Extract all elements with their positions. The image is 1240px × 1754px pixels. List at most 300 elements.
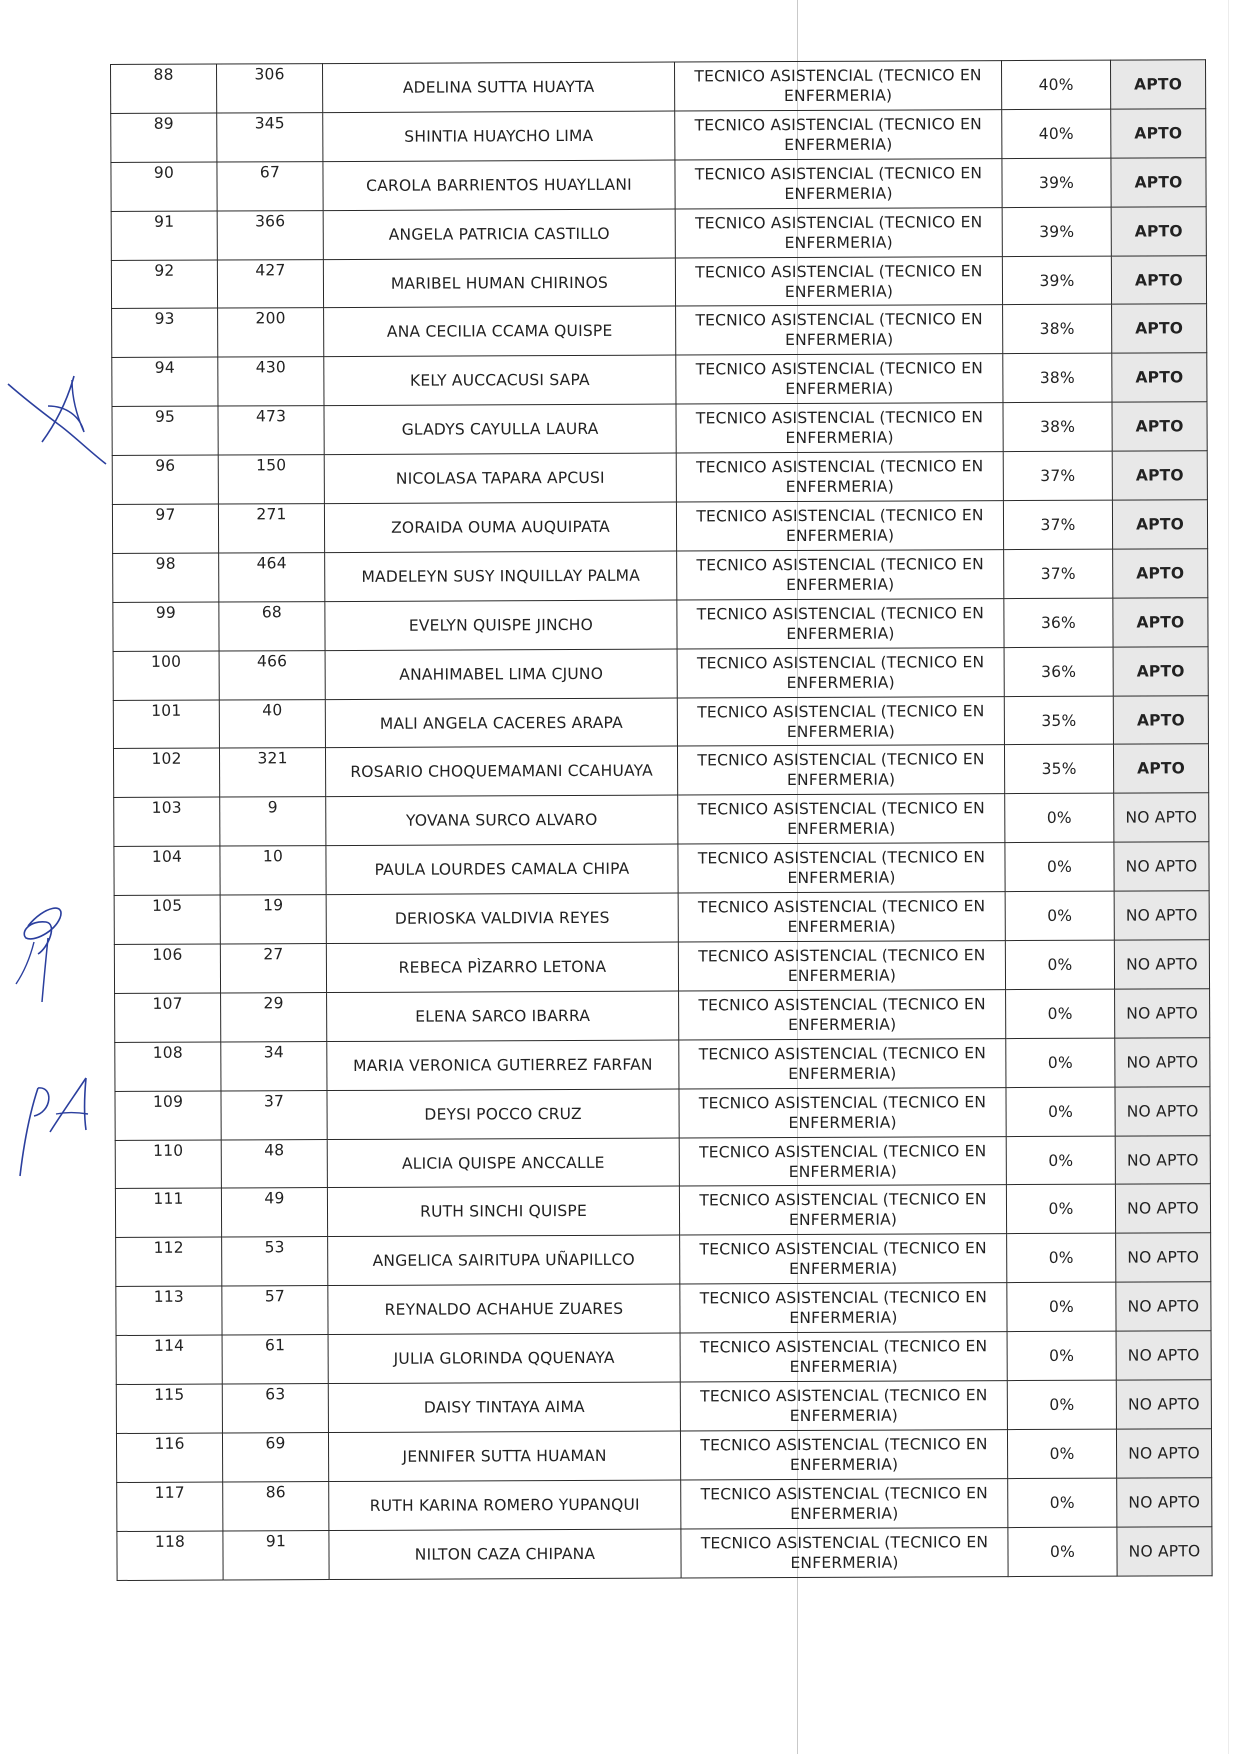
- result-label: NO APTO: [1127, 1297, 1200, 1316]
- position-line-2: ENFERMERIA): [784, 282, 894, 301]
- score-cell: [1001, 60, 1110, 109]
- name-cell: [325, 600, 677, 650]
- result-cell: [1114, 793, 1209, 842]
- table-row: [112, 304, 1207, 358]
- name-cell: [325, 746, 677, 796]
- name-cell: [327, 1040, 679, 1090]
- row-number-cell: [117, 1482, 223, 1531]
- row-number-cell: [113, 602, 219, 651]
- row-number: 91: [154, 212, 175, 231]
- code-cell: [218, 357, 324, 406]
- result-cell: [1115, 1184, 1210, 1233]
- position-line-1: TECNICO ASISTENCIAL (TECNICO EN: [699, 1190, 987, 1210]
- score-cell: [1005, 940, 1114, 989]
- applicant-name: DERIOSKA VALDIVIA REYES: [394, 908, 610, 928]
- score-cell: [1004, 598, 1113, 647]
- name-cell: [325, 551, 677, 601]
- applicant-name: JULIA GLORINDA QQUENAYA: [393, 1348, 615, 1368]
- name-cell: [328, 1382, 680, 1432]
- applicant-name: ADELINA SUTTA HUAYTA: [402, 77, 595, 97]
- applicant-code: 10: [262, 847, 284, 866]
- applicant-name: ZORAIDA OUMA AUQUIPATA: [391, 517, 611, 537]
- score-cell: [1002, 207, 1111, 256]
- position-line-1: TECNICO ASISTENCIAL (TECNICO EN: [699, 1288, 988, 1308]
- code-cell: [221, 1041, 327, 1090]
- row-number-cell: [111, 64, 217, 113]
- row-number-cell: [115, 1042, 221, 1091]
- row-number-cell: [116, 1237, 222, 1286]
- position-line-1: TECNICO ASISTENCIAL (TECNICO EN: [697, 897, 986, 917]
- position-line-1: TECNICO ASISTENCIAL (TECNICO EN: [696, 457, 984, 477]
- row-number: 88: [153, 65, 174, 84]
- score-percent: 0%: [1049, 1444, 1075, 1463]
- applicant-code: 427: [255, 260, 286, 279]
- position-line-2: ENFERMERIA): [787, 917, 896, 937]
- table-row: [117, 1478, 1212, 1532]
- applicant-code: 464: [256, 554, 287, 573]
- applicant-code: 40: [262, 700, 283, 719]
- result-label: NO APTO: [1127, 1248, 1200, 1267]
- position-line-2: ENFERMERIA): [784, 233, 893, 252]
- score-cell: [1007, 1429, 1116, 1478]
- result-label: NO APTO: [1127, 1395, 1200, 1414]
- score-percent: 0%: [1047, 1004, 1073, 1023]
- applicant-code: 19: [263, 896, 284, 915]
- signature-initials-3: [4, 1072, 94, 1182]
- applicant-code: 91: [265, 1531, 287, 1551]
- results-table: [110, 59, 1213, 1580]
- position-line-2: ENFERMERIA): [785, 526, 895, 546]
- table-row: [114, 842, 1209, 896]
- position-cell: [677, 696, 1004, 746]
- applicant-code: 63: [265, 1385, 286, 1404]
- position-cell: [674, 61, 1001, 111]
- row-number: 92: [154, 261, 175, 280]
- row-number-cell: [111, 162, 217, 211]
- position-cell: [680, 1381, 1007, 1431]
- position-cell: [677, 550, 1004, 600]
- result-cell: [1115, 989, 1210, 1038]
- table-row: [111, 206, 1206, 260]
- applicant-code: 57: [264, 1287, 285, 1306]
- position-cell: [676, 354, 1003, 404]
- result-cell: [1113, 695, 1208, 744]
- code-cell: [219, 601, 325, 650]
- position-line-2: ENFERMERIA): [788, 1015, 897, 1034]
- result-label: NO APTO: [1128, 1444, 1200, 1463]
- position-line-1: TECNICO ASISTENCIAL (TECNICO EN: [696, 506, 984, 526]
- code-cell: [217, 259, 323, 308]
- code-cell: [219, 552, 325, 601]
- table-row: [116, 1331, 1211, 1385]
- score-cell: [1002, 256, 1111, 305]
- position-line-1: TECNICO ASISTENCIAL (TECNICO EN: [699, 1337, 988, 1357]
- score-cell: [1005, 891, 1114, 940]
- result-label: APTO: [1135, 466, 1184, 485]
- score-percent: 38%: [1040, 417, 1076, 437]
- applicant-name: ANGELA PATRICIA CASTILLO: [388, 224, 610, 244]
- name-cell: [323, 111, 675, 161]
- score-percent: 0%: [1049, 1542, 1076, 1561]
- position-cell: [680, 1430, 1007, 1480]
- position-cell: [678, 843, 1005, 893]
- position-cell: [676, 305, 1003, 355]
- position-line-1: TECNICO ASISTENCIAL (TECNICO EN: [700, 1435, 988, 1455]
- applicant-code: 200: [255, 309, 286, 328]
- result-label: APTO: [1134, 75, 1183, 94]
- position-line-2: ENFERMERIA): [788, 1064, 897, 1083]
- result-label: APTO: [1135, 417, 1184, 436]
- score-percent: 39%: [1038, 173, 1075, 192]
- result-cell: [1115, 1135, 1210, 1184]
- result-label: APTO: [1134, 270, 1183, 290]
- applicant-code: 366: [255, 211, 286, 231]
- applicant-code: 37: [263, 1091, 285, 1111]
- scan-edge-line: [1228, 0, 1229, 1754]
- table-row: [115, 1038, 1210, 1092]
- score-cell: [1003, 451, 1112, 500]
- table-row: [113, 744, 1208, 798]
- result-label: APTO: [1136, 710, 1185, 730]
- applicant-name: GLADYS CAYULLA LAURA: [401, 420, 599, 439]
- score-cell: [1007, 1233, 1116, 1282]
- position-line-1: TECNICO ASISTENCIAL (TECNICO EN: [695, 310, 983, 330]
- name-cell: [324, 453, 676, 503]
- name-cell: [329, 1529, 681, 1579]
- score-cell: [1005, 842, 1114, 891]
- result-label: APTO: [1136, 613, 1185, 632]
- name-cell: [327, 1138, 679, 1188]
- position-line-1: TECNICO ASISTENCIAL (TECNICO EN: [698, 995, 986, 1015]
- table-row: [113, 695, 1208, 749]
- position-cell: [679, 1136, 1006, 1186]
- code-cell: [222, 1335, 328, 1384]
- position-line-2: ENFERMERIA): [790, 1504, 899, 1523]
- position-line-2: ENFERMERIA): [789, 1357, 898, 1377]
- score-cell: [1003, 305, 1112, 354]
- position-line-1: TECNICO ASISTENCIAL (TECNICO EN: [696, 603, 985, 624]
- applicant-code: 48: [264, 1140, 285, 1159]
- position-cell: [679, 1038, 1006, 1088]
- score-percent: 38%: [1039, 369, 1075, 388]
- row-number: 103: [151, 799, 182, 818]
- result-cell: [1116, 1429, 1211, 1478]
- result-cell: [1117, 1526, 1212, 1575]
- position-line-1: TECNICO ASISTENCIAL (TECNICO EN: [695, 359, 984, 379]
- position-line-2: ENFERMERIA): [783, 86, 893, 105]
- table-row: [116, 1429, 1211, 1483]
- row-number: 102: [151, 750, 182, 769]
- row-number-cell: [111, 211, 217, 260]
- result-label: APTO: [1135, 319, 1184, 338]
- position-line-2: ENFERMERIA): [788, 1113, 897, 1132]
- position-line-1: TECNICO ASISTENCIAL (TECNICO EN: [700, 1386, 988, 1406]
- name-cell: [323, 160, 675, 210]
- position-line-1: TECNICO ASISTENCIAL (TECNICO EN: [694, 66, 982, 86]
- position-line-2: ENFERMERIA): [789, 1455, 899, 1474]
- applicant-code: 49: [264, 1189, 285, 1208]
- row-number: 114: [153, 1336, 185, 1355]
- score-percent: 38%: [1039, 320, 1075, 339]
- row-number: 116: [154, 1434, 185, 1453]
- position-line-2: ENFERMERIA): [787, 819, 896, 839]
- table-row: [112, 353, 1207, 407]
- code-cell: [220, 846, 326, 895]
- name-cell: [327, 1187, 679, 1237]
- position-line-2: ENFERMERIA): [790, 1553, 899, 1572]
- row-number-cell: [116, 1433, 222, 1482]
- applicant-code: 53: [264, 1238, 285, 1257]
- result-cell: [1116, 1331, 1211, 1380]
- score-percent: 35%: [1041, 760, 1077, 779]
- score-cell: [1008, 1527, 1117, 1576]
- position-line-2: ENFERMERIA): [785, 379, 894, 399]
- table-row: [117, 1526, 1212, 1580]
- applicant-code: 68: [261, 603, 282, 622]
- position-cell: [680, 1234, 1007, 1284]
- applicant-code: 34: [263, 1043, 284, 1062]
- row-number-cell: [115, 1140, 221, 1189]
- result-label: APTO: [1136, 661, 1185, 681]
- row-number-cell: [114, 846, 220, 895]
- score-cell: [1002, 158, 1111, 207]
- result-label: NO APTO: [1127, 1346, 1200, 1365]
- result-label: NO APTO: [1125, 857, 1198, 876]
- applicant-name: ELENA SARCO IBARRA: [415, 1006, 591, 1026]
- code-cell: [220, 944, 326, 993]
- position-line-2: ENFERMERIA): [785, 477, 895, 497]
- result-cell: [1116, 1380, 1211, 1429]
- row-number-cell: [112, 504, 218, 553]
- applicant-name: ALICIA QUISPE ANCCALLE: [401, 1153, 605, 1173]
- position-line-1: TECNICO ASISTENCIAL (TECNICO EN: [700, 1532, 989, 1553]
- name-cell: [327, 1089, 679, 1139]
- result-label: NO APTO: [1125, 808, 1198, 827]
- applicant-name: RUTH KARINA ROMERO YUPANQUI: [369, 1495, 640, 1515]
- applicant-code: 27: [263, 945, 284, 964]
- position-line-1: TECNICO ASISTENCIAL (TECNICO EN: [695, 212, 983, 233]
- applicant-name: MALI ANGELA CACERES ARAPA: [379, 713, 623, 733]
- position-cell: [681, 1478, 1008, 1528]
- result-cell: [1112, 304, 1207, 353]
- applicant-code: 67: [259, 163, 281, 182]
- position-line-2: ENFERMERIA): [784, 184, 893, 203]
- row-number: 115: [154, 1385, 185, 1404]
- row-number: 96: [155, 456, 176, 475]
- position-cell: [677, 647, 1004, 697]
- name-cell: [327, 991, 679, 1041]
- position-line-2: ENFERMERIA): [785, 428, 894, 448]
- table-row: [113, 646, 1208, 700]
- applicant-code: 430: [255, 358, 286, 377]
- position-cell: [677, 745, 1004, 795]
- row-number: 90: [153, 163, 175, 182]
- applicant-code: 150: [256, 456, 287, 475]
- position-line-2: ENFERMERIA): [784, 135, 893, 154]
- result-cell: [1116, 1282, 1211, 1331]
- result-cell: [1113, 598, 1208, 647]
- code-cell: [221, 992, 327, 1041]
- position-cell: [680, 1332, 1007, 1382]
- code-cell: [218, 504, 324, 553]
- position-line-2: ENFERMERIA): [785, 330, 894, 350]
- position-line-1: TECNICO ASISTENCIAL (TECNICO EN: [697, 750, 985, 770]
- row-number-cell: [115, 993, 221, 1042]
- position-cell: [678, 941, 1005, 991]
- applicant-name: SHINTIA HUAYCHO LIMA: [404, 126, 594, 146]
- position-line-2: ENFERMERIA): [789, 1406, 899, 1426]
- score-cell: [1004, 647, 1113, 696]
- row-number-cell: [116, 1384, 222, 1433]
- position-line-2: ENFERMERIA): [788, 1162, 897, 1181]
- position-cell: [678, 892, 1005, 942]
- result-label: NO APTO: [1126, 955, 1198, 974]
- result-cell: [1113, 646, 1208, 695]
- name-cell: [329, 1480, 681, 1530]
- row-number-cell: [116, 1335, 222, 1384]
- row-number: 105: [152, 896, 183, 915]
- score-percent: 37%: [1040, 564, 1076, 583]
- code-cell: [220, 895, 326, 944]
- row-number: 97: [155, 505, 176, 524]
- applicant-name: ANGELICA SAIRITUPA UÑAPILLCO: [372, 1251, 635, 1271]
- result-label: NO APTO: [1126, 1101, 1199, 1121]
- name-cell: [324, 404, 676, 454]
- code-cell: [222, 1432, 328, 1481]
- applicant-code: 9: [267, 798, 278, 817]
- applicant-name: NILTON CAZA CHIPANA: [414, 1544, 596, 1564]
- code-cell: [220, 797, 326, 846]
- position-cell: [676, 501, 1003, 551]
- applicant-name: PAULA LOURDES CAMALA CHIPA: [374, 859, 630, 880]
- result-cell: [1116, 1233, 1211, 1282]
- table-row: [112, 402, 1207, 456]
- applicant-name: JENNIFER SUTTA HUAMAN: [402, 1446, 607, 1466]
- row-number: 93: [154, 310, 175, 329]
- score-percent: 39%: [1039, 222, 1075, 241]
- position-cell: [677, 598, 1004, 648]
- position-cell: [675, 110, 1002, 160]
- score-percent: 0%: [1046, 857, 1073, 877]
- position-cell: [676, 452, 1003, 502]
- position-cell: [678, 794, 1005, 844]
- applicant-name: EVELYN QUISPE JINCHO: [408, 615, 594, 635]
- name-cell: [326, 942, 678, 992]
- name-cell: [328, 1431, 680, 1481]
- applicant-code: 86: [265, 1483, 286, 1502]
- score-cell: [1006, 1087, 1115, 1136]
- applicant-name: DAISY TINTAYA AIMA: [423, 1397, 585, 1417]
- name-cell: [326, 795, 678, 845]
- position-cell: [675, 158, 1002, 208]
- name-cell: [324, 502, 676, 552]
- table-row: [114, 940, 1209, 994]
- result-label: APTO: [1134, 221, 1183, 241]
- position-line-1: TECNICO ASISTENCIAL (TECNICO EN: [694, 115, 982, 135]
- score-cell: [1007, 1282, 1116, 1331]
- applicant-name: REBECA PÌZARRO LETONA: [398, 957, 607, 977]
- score-cell: [1006, 1038, 1115, 1087]
- result-label: NO APTO: [1127, 1199, 1199, 1218]
- applicant-name: MARIA VERONICA GUTIERREZ FARFAN: [353, 1055, 653, 1075]
- code-cell: [219, 650, 325, 699]
- score-percent: 39%: [1039, 271, 1075, 290]
- code-cell: [221, 1090, 327, 1139]
- position-cell: [679, 1185, 1006, 1235]
- applicant-name: ROSARIO CHOQUEMAMANI CCAHUAYA: [350, 762, 653, 782]
- score-cell: [1005, 793, 1114, 842]
- position-cell: [679, 990, 1006, 1040]
- applicant-name: MADELEYN SUSY INQUILLAY PALMA: [361, 566, 641, 586]
- row-number-cell: [116, 1286, 222, 1335]
- result-cell: [1117, 1478, 1212, 1527]
- score-percent: 0%: [1049, 1493, 1075, 1512]
- applicant-code: 29: [263, 994, 284, 1013]
- signature-initials-1: [2, 372, 114, 468]
- table-row: [113, 598, 1208, 652]
- signature-initials-2: [8, 898, 88, 1008]
- position-line-1: TECNICO ASISTENCIAL (TECNICO EN: [695, 261, 983, 281]
- result-label: APTO: [1136, 564, 1185, 583]
- row-number-cell: [114, 797, 220, 846]
- table-row: [115, 989, 1210, 1043]
- applicant-name: RUTH SINCHI QUISPE: [420, 1202, 587, 1222]
- table-row: [115, 1184, 1210, 1238]
- name-cell: [328, 1333, 680, 1383]
- code-cell: [223, 1530, 329, 1579]
- table-row: [112, 500, 1207, 554]
- position-line-2: ENFERMERIA): [788, 1210, 898, 1230]
- row-number-cell: [117, 1531, 223, 1580]
- table-row: [111, 109, 1206, 163]
- score-percent: 0%: [1048, 1102, 1074, 1121]
- applicant-code: 345: [254, 114, 285, 133]
- name-cell: [324, 306, 676, 356]
- applicant-code: 61: [264, 1336, 286, 1355]
- score-percent: 0%: [1047, 955, 1073, 974]
- table-row: [113, 549, 1208, 603]
- position-line-1: TECNICO ASISTENCIAL (TECNICO EN: [698, 946, 986, 966]
- code-cell: [218, 406, 324, 455]
- code-cell: [221, 1188, 327, 1237]
- position-line-2: ENFERMERIA): [789, 1308, 898, 1328]
- applicant-name: REYNALDO ACHAHUE ZUARES: [384, 1299, 624, 1320]
- code-cell: [222, 1384, 328, 1433]
- position-line-2: ENFERMERIA): [786, 575, 895, 594]
- name-cell: [326, 893, 678, 943]
- position-line-1: TECNICO ASISTENCIAL (TECNICO EN: [699, 1239, 987, 1259]
- table-row: [111, 255, 1206, 309]
- result-cell: [1111, 109, 1206, 158]
- name-cell: [326, 844, 678, 894]
- score-cell: [1002, 109, 1111, 158]
- result-cell: [1115, 1038, 1210, 1087]
- result-cell: [1115, 1086, 1210, 1135]
- row-number-cell: [113, 651, 219, 700]
- result-cell: [1112, 500, 1207, 549]
- score-percent: 0%: [1048, 1298, 1074, 1317]
- name-cell: [323, 258, 675, 308]
- row-number: 99: [155, 603, 176, 622]
- result-cell: [1114, 842, 1209, 891]
- row-number: 89: [153, 114, 174, 133]
- row-number-cell: [112, 455, 218, 504]
- position-line-1: TECNICO ASISTENCIAL (TECNICO EN: [699, 1141, 987, 1161]
- position-line-1: TECNICO ASISTENCIAL (TECNICO EN: [697, 848, 986, 868]
- score-percent: 0%: [1049, 1346, 1075, 1366]
- result-cell: [1114, 940, 1209, 989]
- result-cell: [1112, 402, 1207, 451]
